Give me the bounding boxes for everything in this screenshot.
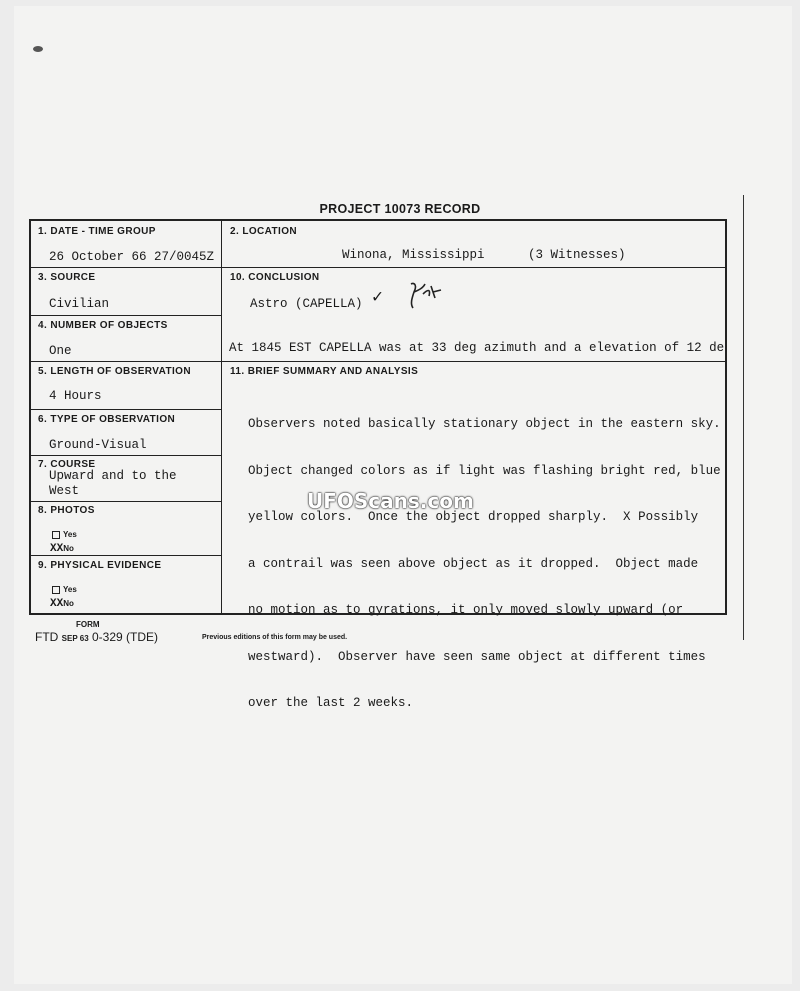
summary-text xyxy=(248,386,730,727)
date-time-value: 26 October 66 27/0045Z xyxy=(49,250,215,264)
row-divider-6 xyxy=(31,501,221,502)
photos-no-option: XXNo xyxy=(50,543,74,555)
course-label: 7. COURSE xyxy=(38,459,96,470)
summary-line: Object changed colors as if light was flashing bright red, blue xyxy=(248,463,721,478)
course-value-line1: Upward and to the xyxy=(49,469,177,483)
row-divider-3 xyxy=(31,361,725,362)
check-mark-icon: ✓ xyxy=(372,288,383,308)
form-date: SEP 63 xyxy=(61,634,89,643)
page-edge-line xyxy=(743,195,744,640)
photos-label: 8. PHOTOS xyxy=(38,505,95,516)
checkbox-icon xyxy=(52,586,60,594)
type-observation-value: Ground-Visual xyxy=(49,438,147,452)
physical-evidence-label: 9. PHYSICAL EVIDENCE xyxy=(38,560,162,571)
summary-line: over the last 2 weeks. xyxy=(248,696,414,710)
summary-line: westward). Observer have seen same object at different times xyxy=(248,649,706,664)
photos-yes-option: Yes xyxy=(52,530,77,539)
form-word: FORM xyxy=(76,620,100,629)
form-title: PROJECT 10073 RECORD xyxy=(319,202,481,216)
conclusion-label: 10. CONCLUSION xyxy=(230,272,320,283)
summary-line: Observers noted basically stationary object in the eastern sky. xyxy=(248,417,721,431)
row-divider-1 xyxy=(31,267,725,268)
form-id: FTD xyxy=(35,630,59,644)
course-value-line2: West xyxy=(49,484,80,498)
row-divider-2 xyxy=(31,315,221,316)
summary-label: 11. BRIEF SUMMARY AND ANALYSIS xyxy=(230,366,419,377)
length-observation-label: 5. LENGTH OF OBSERVATION xyxy=(38,366,191,377)
row-divider-7 xyxy=(31,555,221,556)
column-divider xyxy=(221,221,222,613)
location-label: 2. LOCATION xyxy=(230,226,297,237)
location-witnesses: (3 Witnesses) xyxy=(528,248,626,262)
conclusion-value: Astro (CAPELLA) xyxy=(250,297,363,311)
row-divider-4 xyxy=(31,409,221,410)
evidence-yes-option: Yes xyxy=(52,585,77,594)
checkbox-icon xyxy=(52,531,60,539)
watermark: UFOScans.com xyxy=(307,489,474,513)
form-notice: Previous editions of this form may be used. xyxy=(202,634,348,641)
initials-signature xyxy=(405,280,445,312)
summary-line: yellow colors. Once the object dropped sharply. X Possibly xyxy=(248,510,699,524)
location-value: Winona, Mississippi xyxy=(342,248,485,262)
number-objects-label: 4. NUMBER OF OBJECTS xyxy=(38,320,168,331)
date-time-label: 1. DATE - TIME GROUP xyxy=(38,226,156,237)
scan-speck xyxy=(33,46,43,52)
evidence-no-option: XXNo xyxy=(50,598,74,610)
type-observation-label: 6. TYPE OF OBSERVATION xyxy=(38,414,176,425)
row-divider-5 xyxy=(31,455,221,456)
length-observation-value: 4 Hours xyxy=(49,389,102,403)
summary-line: a contrail was seen above object as it dropped. Object made xyxy=(248,556,699,571)
form-identifier xyxy=(35,630,158,644)
summary-line: no motion as to gyrations, it only moved slowly upward (or xyxy=(248,603,684,617)
number-objects-value: One xyxy=(49,344,72,358)
source-label: 3. SOURCE xyxy=(38,272,96,283)
source-value: Civilian xyxy=(49,297,110,311)
conclusion-detail: At 1845 EST CAPELLA was at 33 deg azimuth and a elevation of 12 de xyxy=(229,341,725,355)
form-number: 0-329 (TDE) xyxy=(92,630,159,644)
